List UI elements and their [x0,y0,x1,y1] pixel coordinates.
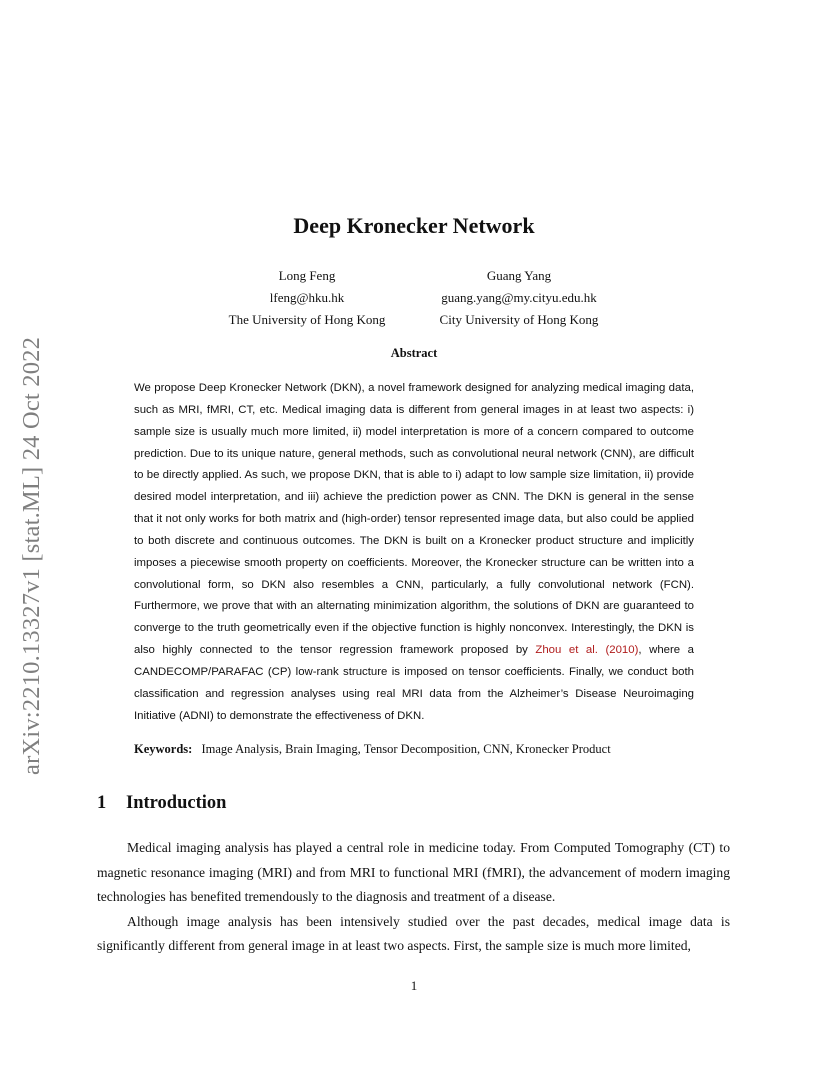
author-affiliation: The University of Hong Kong [228,312,386,327]
paragraph: Medical imaging analysis has played a central role in medicine today. From Computed Tomography (CT) to magnetic resonance imaging (MRI) and from MRI to functional MRI (fMRI), the advancement of modern imaging technologies has benefited tremendously to the diagnosis and treatment of a disease. [97,840,730,905]
author-email[interactable]: guang.yang@my.cityu.edu.hk [441,290,597,305]
citation-link[interactable]: Zhou et al. (2010) [535,644,639,657]
section-heading [97,793,226,814]
section-title: Introduction [126,793,227,813]
keywords [134,742,714,757]
abstract-text: , where a CANDECOMP/PARAFAC (CP) low-rank structure is imposed on tensor coefficients. Finally, we conduct both classification and regression analyses using real MRI data from the Alzheimer’s Disease Neuroimaging Initiative (ADNI) to demonstrate the effectiveness of DKN. [134,644,694,722]
author-affiliation: City University of Hong Kong [439,312,599,327]
abstract-heading: Abstract [390,346,438,360]
abstract-body [134,378,694,728]
section-number: 1 [97,793,107,813]
paper-title: Deep Kronecker Network [293,213,535,238]
author-name: Long Feng [278,268,336,283]
keywords-text: Image Analysis, Brain Imaging, Tensor Decomposition, CNN, Kronecker Product [201,742,611,756]
page-number: 1 [410,978,418,993]
author-block [389,265,649,331]
author-name: Guang Yang [486,268,552,283]
keywords-label: Keywords: [134,742,193,756]
paragraph: Although image analysis has been intensively studied over the past decades, medical image data is significantly different from general image in at least two aspects. First, the sample size is much more limited, [97,913,730,954]
section-body [97,836,730,959]
arxiv-identifier: arXiv:2210.13327v1 [stat.ML] 24 Oct 2022 [18,336,45,775]
author-email[interactable]: lfeng@hku.hk [269,290,345,305]
abstract-text: We propose Deep Kronecker Network (DKN), a novel framework designed for analyzing medical imaging data, such as MRI, fMRI, CT, etc. Medical imaging data is different from general images in at least two aspects: i) sample size is usually much more limited, ii) model interpretation is more of a concern compared to outcome prediction. Due to its unique nature, general methods, such as convolutional neural network (CNN), are difficult to be directly applied. As such, we propose DKN, that is able to i) adapt to low sample size limitation, ii) provide desired model interpretation, and iii) achieve the prediction power as CNN. The DKN is general in the sense that it not only works for both matrix and (high-order) tensor represented image data, but also could be applied to both discrete and continuous outcomes. The DKN is built on a Kronecker product structure and implicitly imposes a piecewise smooth property on coefficients. Moreover, the Kronecker structure can be written into a convolutional form, so DKN also resembles a CNN, particularly, a fully convolutional network (FCN). Furthermore, we prove that with an alternating minimization algorithm, the solutions of DKN are guaranteed to converge to the truth geometrically even if the objective function is highly nonconvex. Interestingly, the DKN is also highly connected to the tensor regression framework proposed by [134,382,694,657]
